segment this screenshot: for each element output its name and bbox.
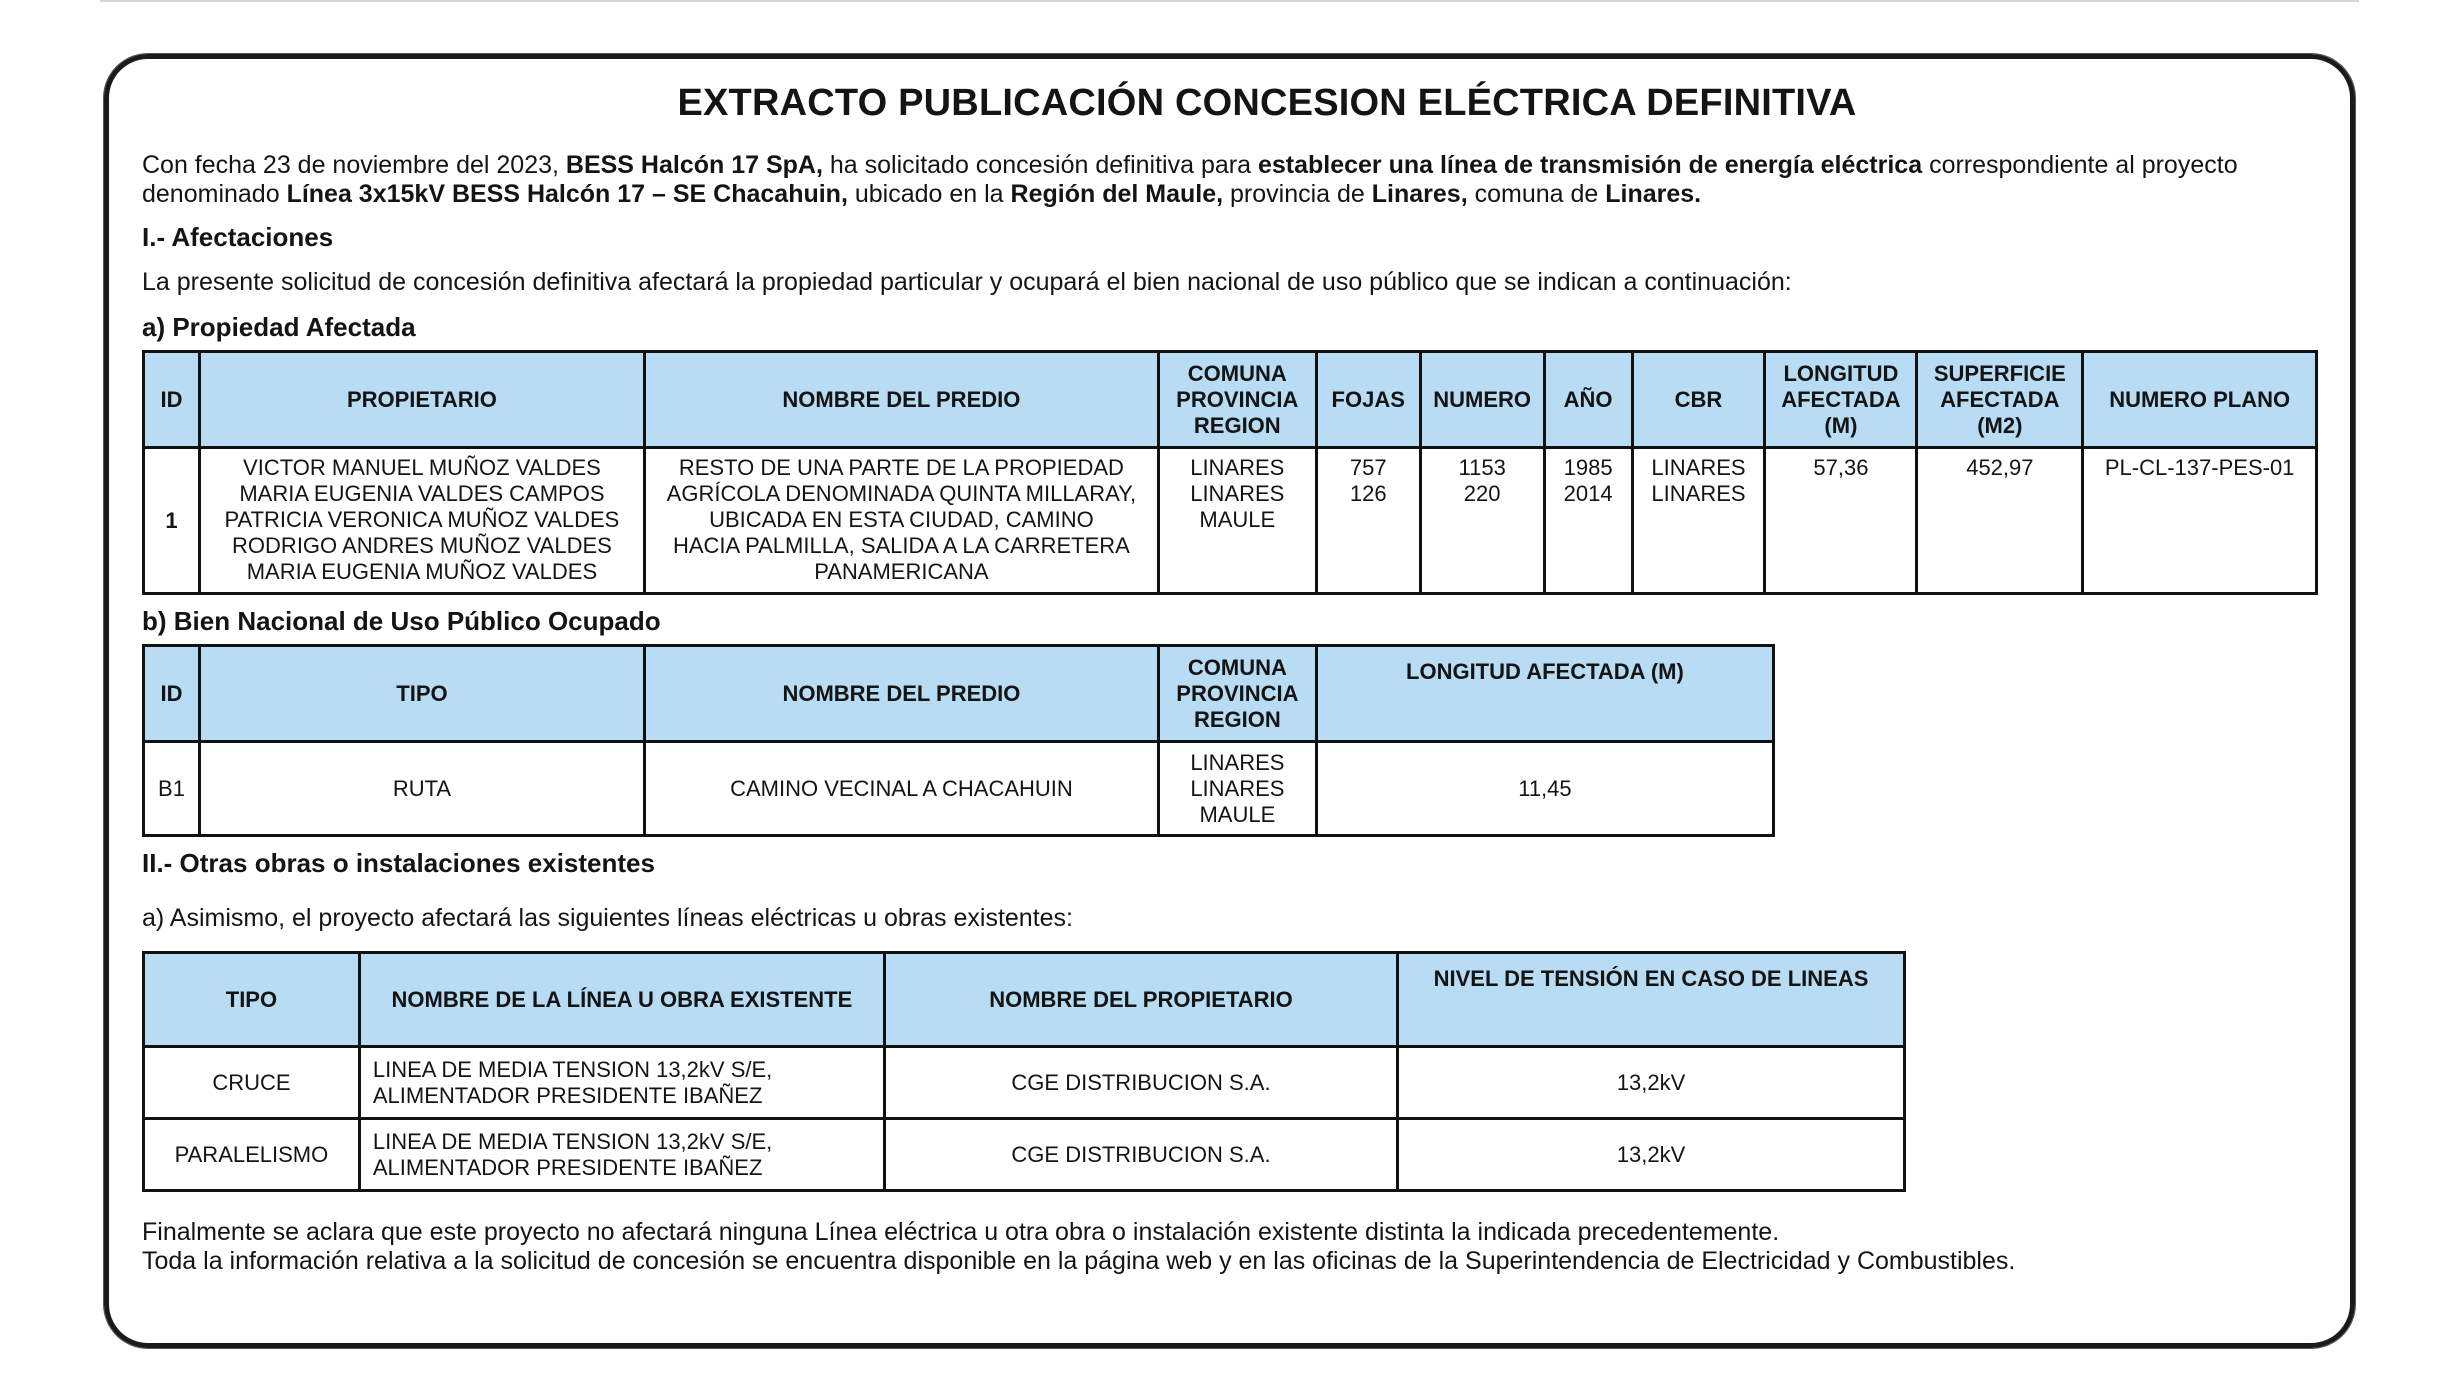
table-cell-propietario: CGE DISTRIBUCION S.A. [884, 1047, 1397, 1119]
table-cell-id: B1 [144, 742, 200, 836]
footer-line-2: Toda la información relativa a la solicitud de concesión se encuentra disponible en la página web y en las oficinas de la Superintendencia de Electricidad y Combustibles. [142, 1247, 2016, 1275]
table-cell-superficie: 452,97 [1917, 448, 2083, 594]
column-header: NUMERO PLANO [2083, 352, 2317, 448]
property-table [142, 350, 2318, 595]
column-header: SUPERFICIE AFECTADA (M2) [1917, 352, 2083, 448]
section-heading-otras-obras: II.- Otras obras o instalaciones existentes [142, 848, 655, 878]
intro-text: ha solicitado concesión definitiva para [822, 151, 1258, 179]
table-cell-longitud: 57,36 [1765, 448, 1917, 594]
column-header: FOJAS [1316, 352, 1420, 448]
intro-text: correspondiente al proyecto denominado [142, 151, 2238, 208]
table-header-row [144, 646, 1774, 742]
column-header: PROPIETARIO [199, 352, 644, 448]
column-header: NUMERO [1420, 352, 1544, 448]
commune-name: Linares. [1605, 180, 1702, 208]
project-name: Línea 3x15kV BESS Halcón 17 – SE Chacahuin, [286, 180, 848, 208]
table-row [144, 742, 1774, 836]
column-header: TIPO [199, 646, 644, 742]
column-header: NOMBRE DEL PREDIO [644, 646, 1158, 742]
table-cell-tension: 13,2kV [1398, 1119, 1905, 1191]
column-header: CBR [1632, 352, 1765, 448]
column-header: ID [144, 646, 200, 742]
table-cell-tipo: CRUCE [144, 1047, 360, 1119]
section-heading-afectaciones: I.- Afectaciones [142, 222, 334, 252]
column-header: NIVEL DE TENSIÓN EN CASO DE LINEAS [1398, 953, 1905, 1047]
column-header: LONGITUD AFECTADA (M) [1316, 646, 1773, 742]
notice-content [142, 82, 2322, 1276]
column-header: COMUNA PROVINCIA REGION [1158, 646, 1316, 742]
table-row [144, 1047, 1905, 1119]
table-cell-tipo: RUTA [199, 742, 644, 836]
intro-text: provincia de [1223, 180, 1372, 208]
table-cell-location: LINARES LINARES MAULE [1158, 448, 1316, 594]
concession-purpose: establecer una línea de transmisión de energía eléctrica [1257, 151, 1923, 179]
table-cell-tipo: PARALELISMO [144, 1119, 360, 1191]
column-header: AÑO [1544, 352, 1632, 448]
intro-text: ubicado en la [847, 180, 1011, 208]
table-cell-nombre: LINEA DE MEDIA TENSION 13,2kV S/E, ALIMENTADOR PRESIDENTE IBAÑEZ [359, 1047, 884, 1119]
table-cell-estate: RESTO DE UNA PARTE DE LA PROPIEDAD AGRÍCOLA DENOMINADA QUINTA MILLARAY, UBICADA EN ESTA CIUDAD, CAMINO HACIA PALMILLA, SALIDA A LA CARRETERA PANAMERICANA [644, 448, 1158, 594]
table-cell-plano: PL-CL-137-PES-01 [2083, 448, 2317, 594]
region-name: Región del Maule, [1010, 180, 1224, 208]
table-cell-longitud: 11,45 [1316, 742, 1773, 836]
table-row [144, 448, 2317, 594]
intro-text: comuna de [1467, 180, 1606, 208]
table-cell-numero: 1153 220 [1420, 448, 1544, 594]
table-cell-location: LINARES LINARES MAULE [1158, 742, 1316, 836]
table-header-row [144, 352, 2317, 448]
table-cell-cbr: LINARES LINARES [1632, 448, 1765, 594]
notice-title: EXTRACTO PUBLICACIÓN CONCESION ELÉCTRICA DEFINITIVA [677, 82, 1857, 124]
column-header: ID [144, 352, 200, 448]
column-header: NOMBRE DE LA LÍNEA U OBRA EXISTENTE [359, 953, 884, 1047]
table-cell-fojas: 757 126 [1316, 448, 1420, 594]
column-header: NOMBRE DEL PREDIO [644, 352, 1158, 448]
footer-line-1: Finalmente se aclara que este proyecto no afectará ninguna Línea eléctrica u otra obra o instalación existente distinta la indicada precedentemente. [142, 1218, 1780, 1246]
table-cell-propietario: CGE DISTRIBUCION S.A. [884, 1119, 1397, 1191]
table-cell-id: 1 [144, 448, 200, 594]
public-good-table [142, 644, 1775, 837]
table-row [144, 1119, 1905, 1191]
company-name: BESS Halcón 17 SpA, [565, 151, 823, 179]
public-good-heading: b) Bien Nacional de Uso Público Ocupado [142, 606, 661, 636]
table-cell-anio: 1985 2014 [1544, 448, 1632, 594]
province-name: Linares, [1371, 180, 1468, 208]
intro-text: Con fecha 23 de noviembre del 2023, [142, 151, 566, 179]
property-heading: a) Propiedad Afectada [142, 312, 416, 342]
afectaciones-text: La presente solicitud de concesión definitiva afectará la propiedad particular y ocupará el bien nacional de uso público que se indican a continuación: [142, 268, 1792, 296]
column-header: LONGITUD AFECTADA (M) [1765, 352, 1917, 448]
table-cell-nombre: CAMINO VECINAL A CHACAHUIN [644, 742, 1158, 836]
table-cell-tension: 13,2kV [1398, 1047, 1905, 1119]
existing-works-table [142, 951, 1906, 1192]
top-divider [100, 0, 2359, 2]
table-cell-owner: VICTOR MANUEL MUÑOZ VALDES MARIA EUGENIA VALDES CAMPOS PATRICIA VERONICA MUÑOZ VALDES RODRIGO ANDRES MUÑOZ VALDES MARIA EUGENIA MUÑOZ VALDES [199, 448, 644, 594]
column-header: COMUNA PROVINCIA REGION [1158, 352, 1316, 448]
table-header-row [144, 953, 1905, 1047]
column-header: TIPO [144, 953, 360, 1047]
intro-paragraph [142, 151, 2322, 209]
column-header: NOMBRE DEL PROPIETARIO [884, 953, 1397, 1047]
otras-obras-text: a) Asimismo, el proyecto afectará las siguientes líneas eléctricas u obras existentes: [142, 904, 1073, 932]
table-cell-nombre: LINEA DE MEDIA TENSION 13,2kV S/E, ALIMENTADOR PRESIDENTE IBAÑEZ [359, 1119, 884, 1191]
